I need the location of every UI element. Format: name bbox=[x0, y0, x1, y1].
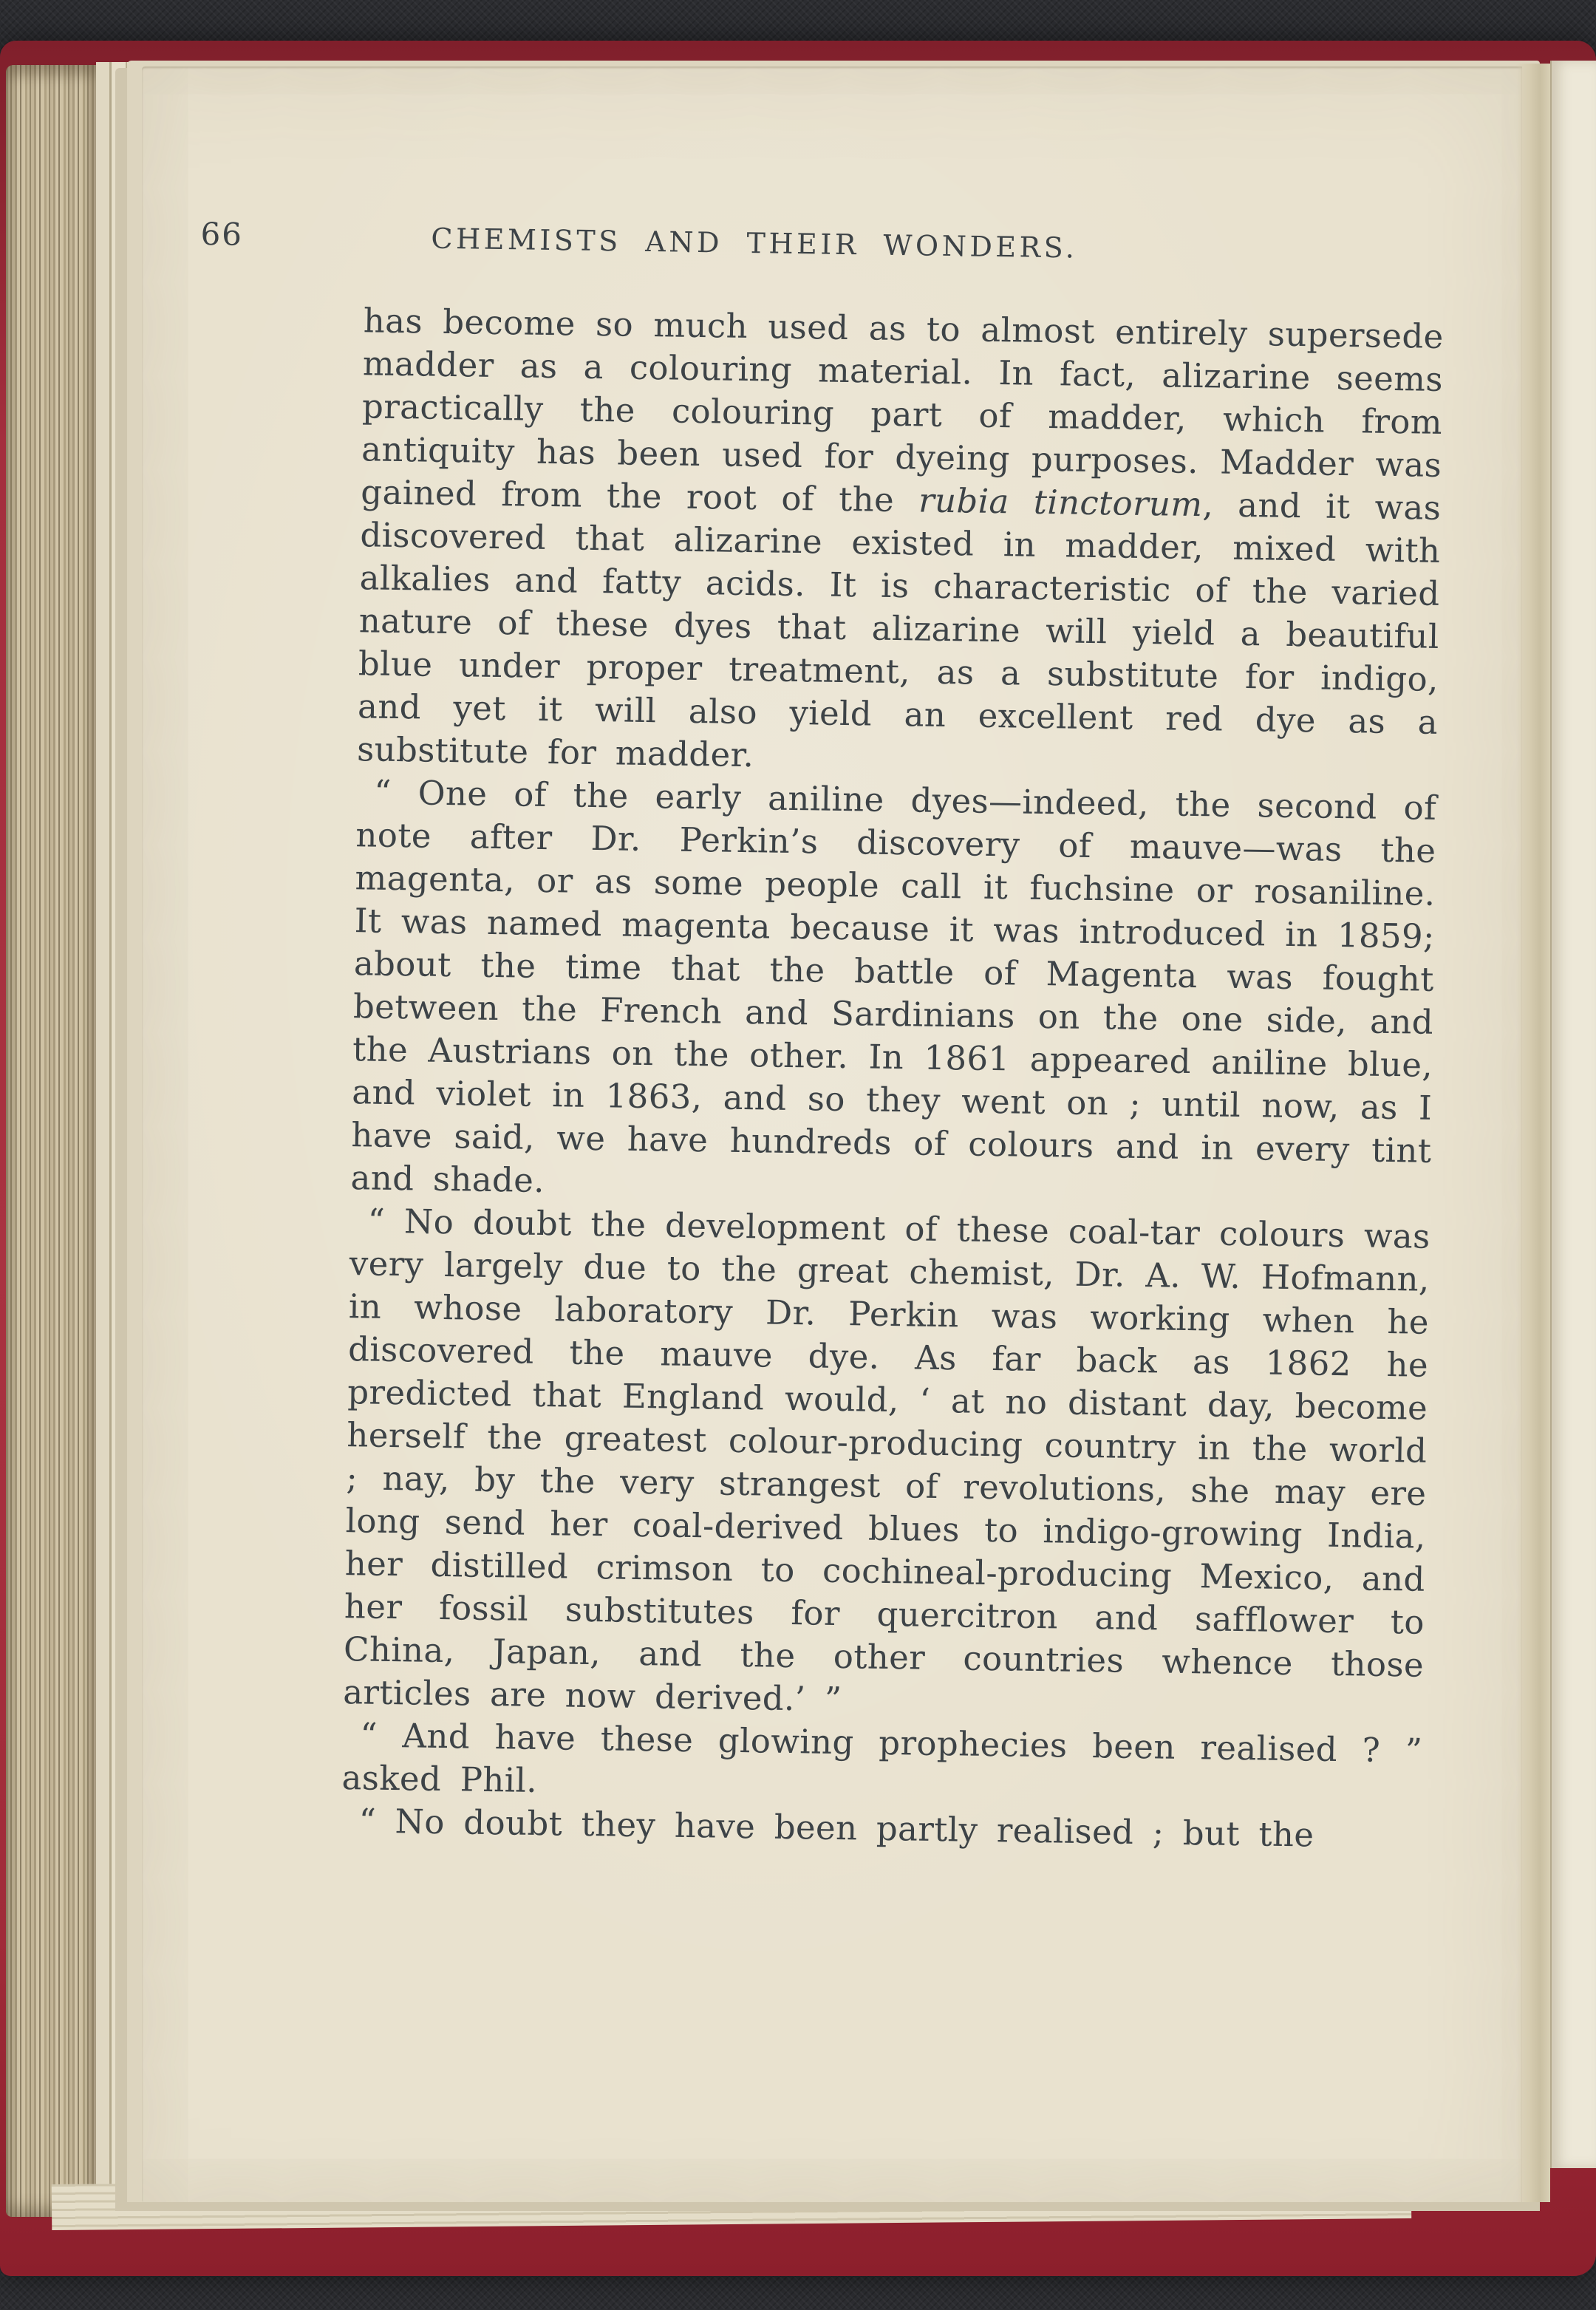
page-number: 66 bbox=[200, 215, 244, 253]
page-header bbox=[200, 211, 1450, 274]
paragraph-1 bbox=[357, 299, 1444, 787]
facing-page-edge bbox=[1550, 61, 1596, 2168]
paragraph-3 bbox=[343, 1199, 1430, 1730]
text-run: “ No doubt they have been partly realised ; but the bbox=[358, 1801, 1314, 1855]
running-head: CHEMISTS AND THEIR WONDERS. bbox=[431, 222, 1078, 265]
text-run: has become so much used as to almost entirely supersede madder as a colouring material. In fact, alizarine seems practically the colouring part of madder, which from antiquity has been used for dyeing purposes. Madder was gained from the root of the bbox=[360, 301, 1445, 520]
page-stack-edges bbox=[6, 65, 96, 2217]
text-run: “ No doubt the development of these coal-tar colours was very largely due to the great chemist, Dr. A. W. Hofmann, in whose laboratory Dr. Perkin was working when he discovered the mauve dye. As far back as 1862 he predicted that England would, ‘ at no distant day, become herself the greatest colour-producing country in the world ; nay, by the very strangest of revolutions, she may ere long send her coal-derived blues to indigo-growing India, her distilled crimson to cochineal-producing Mexico, and her fossil substitutes for quercitron and safflower to China, Japan, and the other countries whence those articles are now derived.’ ” bbox=[342, 1201, 1430, 1720]
text-run: “ One of the early aniline dyes—indeed, the second of note after Dr. Perkin’s discovery of mauve—was the magenta, or as some people call it fuchsine or rosaniline. It was named magenta because it was introduced in 1859; about the time that the battle of Magenta was fought between the French and Sardinians on the one side, and the Austrians on the other. In 1861 appeared aniline blue, and violet in 1863, and so they went on ; until now, as I have said, we have hundreds of colours and in every tint and shade. bbox=[350, 772, 1437, 1201]
book-page bbox=[142, 67, 1522, 2202]
page-content bbox=[177, 211, 1450, 1858]
text-run: “ And have these glowing prophecies been realised ? ” asked Phil. bbox=[341, 1715, 1423, 1800]
paragraph-4 bbox=[341, 1714, 1423, 1816]
paragraph-2 bbox=[350, 771, 1436, 1216]
text-run: , and it was discovered that alizarine existed in madder, mixed with alkalies and fatty acids. It is characteristic of the varied nature of these dyes that alizarine will yield a beautiful blue under proper treatment, as a substitute for indigo, and yet it will also yield an excellent red dye as a substitute for madder. bbox=[356, 485, 1442, 775]
body-text bbox=[341, 299, 1444, 1858]
italic-text: rubia tinctorum bbox=[918, 480, 1203, 525]
gutter-shadow bbox=[1516, 64, 1550, 2202]
